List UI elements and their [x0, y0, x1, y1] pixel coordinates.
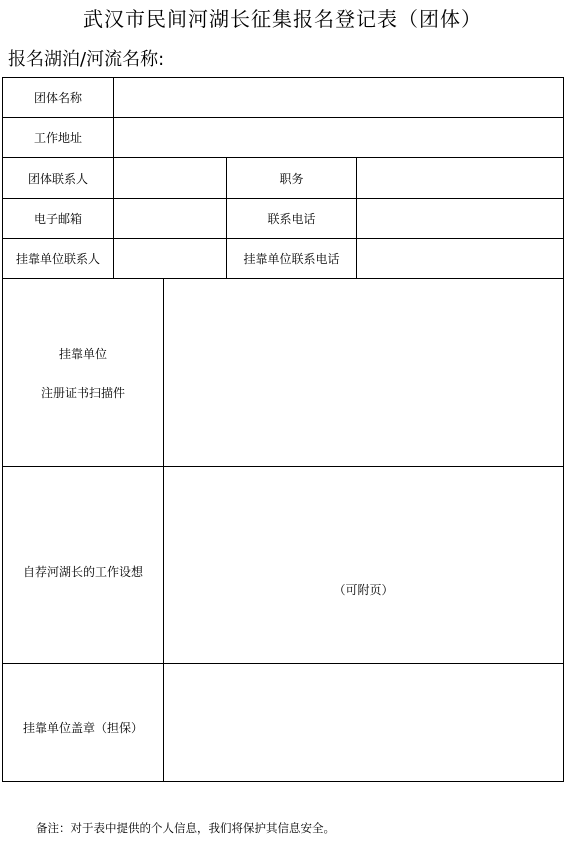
affiliated-contact-label: 挂靠单位联系人 — [15, 252, 100, 266]
affiliated-contact-field[interactable] — [114, 239, 226, 278]
work-address-field[interactable] — [114, 118, 563, 157]
table-rule-bottom — [2, 781, 564, 782]
seal-field[interactable] — [164, 664, 563, 781]
group-contact-field[interactable] — [114, 158, 226, 198]
form-title: 武汉市民间河湖长征集报名登记表（团体） — [83, 7, 482, 31]
group-contact-label: 团体联系人 — [27, 171, 88, 186]
phone-field[interactable] — [357, 199, 563, 238]
work-plan-field[interactable] — [164, 467, 563, 663]
group-name-label: 团体名称 — [33, 91, 82, 105]
position-label: 职务 — [279, 171, 304, 186]
registration-scan-upload-area[interactable] — [164, 279, 563, 466]
lake-river-name-label: 报名湖泊/河流名称: — [8, 49, 165, 70]
group-name-field[interactable] — [114, 78, 563, 117]
email-label: 电子邮箱 — [33, 212, 82, 226]
affiliated-unit-label — [3, 279, 163, 466]
attachable-note: （可附页） — [333, 583, 394, 597]
affiliated-unit-text: 挂靠单位 — [58, 346, 107, 361]
table-rule-right — [563, 77, 564, 782]
affiliated-phone-field[interactable] — [357, 239, 563, 278]
work-address-label: 工作地址 — [33, 131, 82, 145]
email-field[interactable] — [114, 199, 226, 238]
phone-label: 联系电话 — [267, 212, 316, 226]
position-field[interactable] — [357, 158, 563, 198]
privacy-note: 备注：对于表中提供的个人信息，我们将保护其信息安全。 — [36, 821, 335, 835]
registration-scan-text: 注册证书扫描件 — [40, 385, 125, 400]
work-plan-label: 自荐河湖长的工作设想 — [22, 564, 143, 579]
affiliated-phone-label: 挂靠单位联系电话 — [243, 252, 340, 266]
seal-label: 挂靠单位盖章（担保） — [22, 721, 143, 735]
